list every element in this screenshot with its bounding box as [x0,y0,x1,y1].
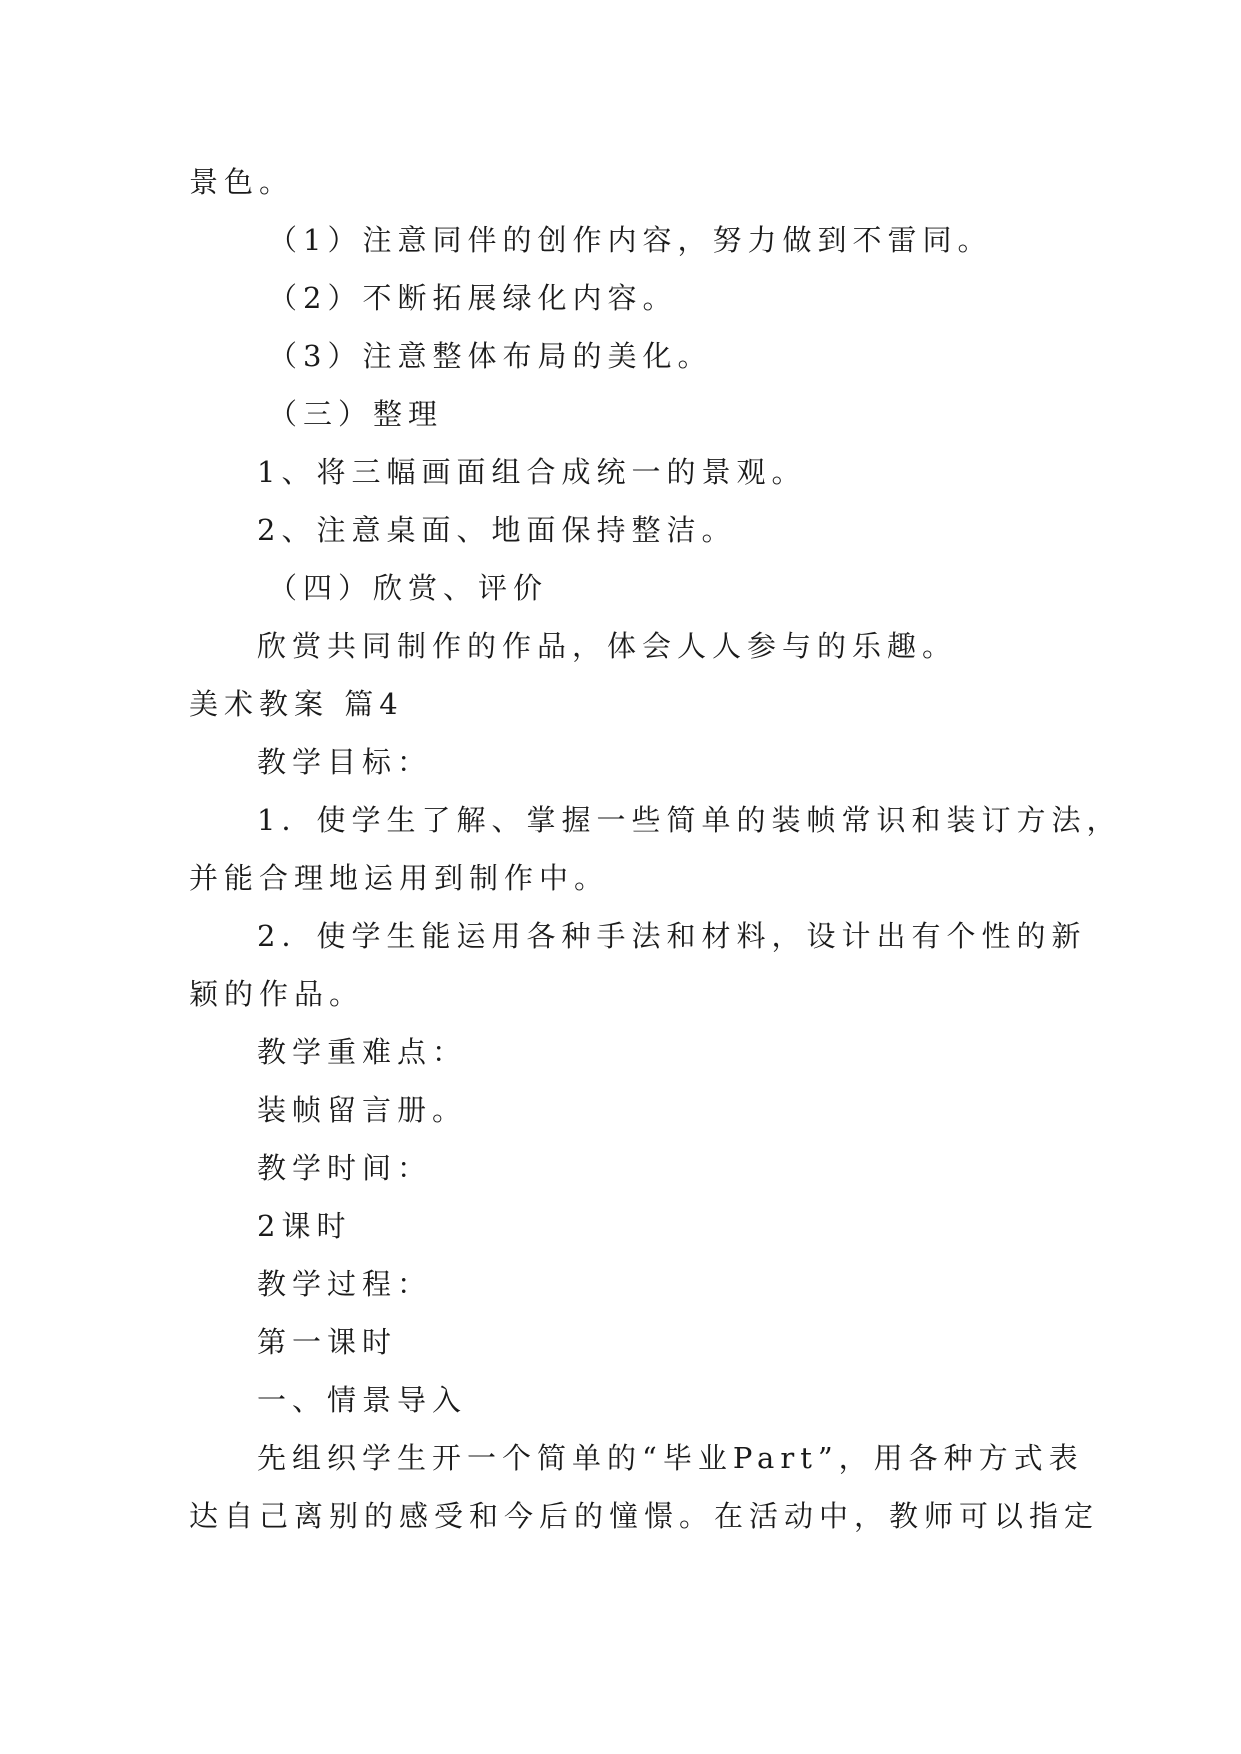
document-title: 美术教案 篇4 [189,687,404,721]
section-heading: 教学时间： [257,1151,433,1185]
section-heading: 教学重难点： [257,1035,468,1069]
text-line: （3）注意整体布局的美化。 [268,339,713,373]
section-heading: （三）整理 [268,397,444,431]
text-line: 第一课时 [257,1325,398,1359]
text-line: 2课时 [257,1209,352,1243]
text-line: 达自己离别的感受和今后的憧憬。在活动中，教师可以指定 [189,1499,1100,1533]
section-heading: 教学目标： [257,745,433,779]
text-line: 先组织学生开一个简单的“毕业Part”，用各种方式表 [257,1441,1084,1475]
text-line: 装帧留言册。 [257,1093,468,1127]
text-line: 2．使学生能运用各种手法和材料，设计出有个性的新 [257,919,1087,953]
text-line: 景色。 [189,165,295,199]
section-heading: （四）欣赏、评价 [268,571,549,605]
text-line: 1．使学生了解、掌握一些简单的装帧常识和装订方法， [257,803,1122,837]
text-line: 颖的作品。 [189,977,365,1011]
text-line: 欣赏共同制作的作品，体会人人参与的乐趣。 [257,629,958,663]
text-line: 并能合理地运用到制作中。 [189,861,610,895]
text-line: 2、注意桌面、地面保持整洁。 [257,513,737,547]
section-heading: 教学过程： [257,1267,433,1301]
section-heading: 一、情景导入 [257,1383,468,1417]
text-line: （1）注意同伴的创作内容，努力做到不雷同。 [268,223,993,257]
text-line: 1、将三幅画面组合成统一的景观。 [257,455,807,489]
text-line: （2）不断拓展绿化内容。 [268,281,678,315]
